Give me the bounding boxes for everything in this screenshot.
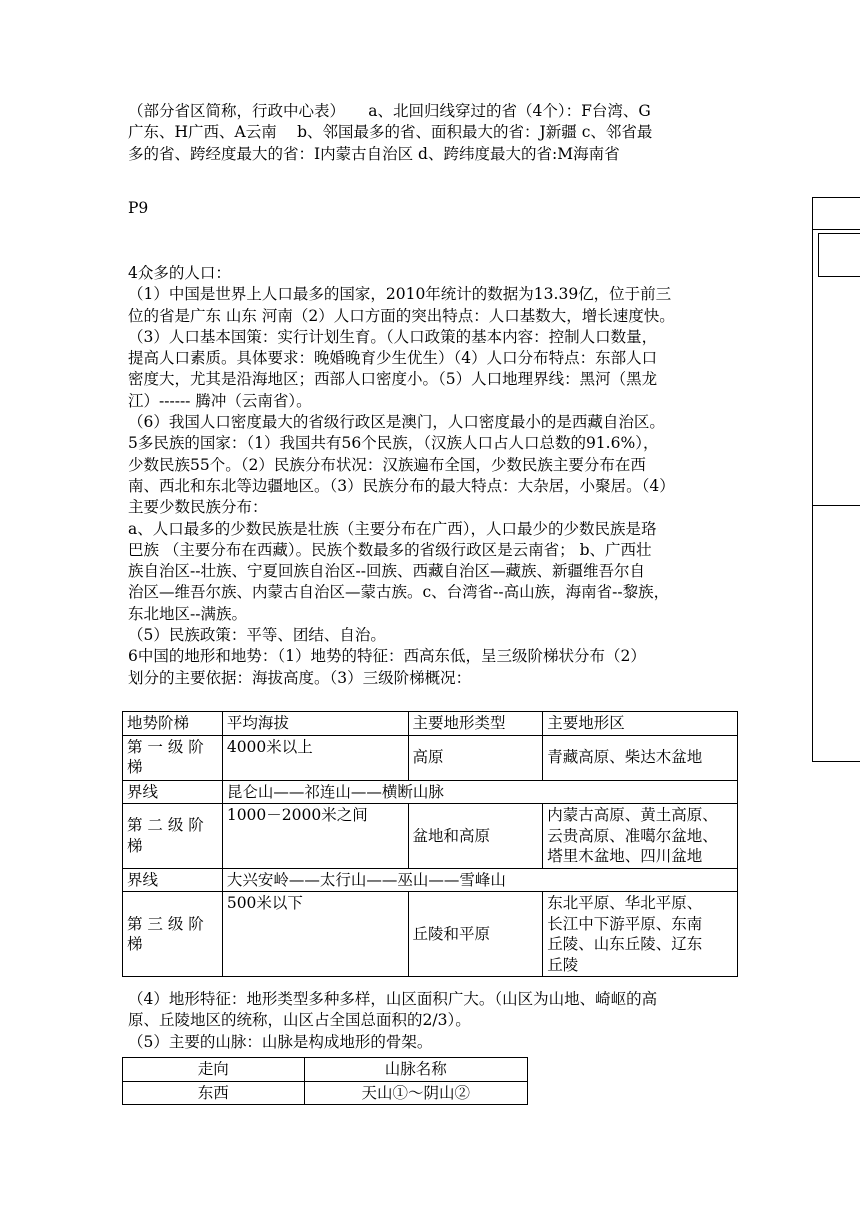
text-line: （1）中国是世界上人口最多的国家，2010年统计的数据为13.39亿，位于前三 (128, 285, 672, 304)
text-line: （5）主要的山脉：山脉是构成地形的骨架。 (128, 1032, 433, 1051)
step-name: 第 一 级 阶 梯 (123, 735, 223, 780)
text-line: a、人口最多的少数民族是壮族（主要分布在广西），人口最少的少数民族是珞 (128, 519, 657, 538)
table-header-row (123, 1058, 528, 1082)
step-regions (543, 804, 738, 869)
margin-rule (812, 229, 860, 230)
table-header: 主要地形类型 (408, 712, 543, 736)
table-header-row (123, 712, 738, 736)
step-altitude: 4000米以上 (222, 735, 408, 780)
margin-rule (812, 505, 860, 506)
intro-line: 广东、H广西、A云南 b、邻国最多的省、面积最大的省：J新疆 c、邻省最 (128, 123, 653, 142)
text-line: 少数民族55个。（2）民族分布状况：汉族遍布全国，少数民族主要分布在西 (128, 455, 646, 474)
text-line: （6）我国人口密度最大的省级行政区是澳门，人口密度最小的是西藏自治区。 (128, 413, 665, 432)
terrain-steps-table (122, 711, 738, 977)
region-line: 内蒙古高原、黄土高原、 (547, 806, 718, 824)
text-line: （3）人口基本国策：实行计划生育。（人口政策的基本内容：控制人口数量， (128, 327, 658, 346)
intro-line: （部分省区简称，行政中心表） a、北回归线穿过的省（4个）：F台湾、G (128, 102, 651, 120)
boundary-row (123, 868, 738, 892)
mountain-direction: 东西 (123, 1081, 305, 1105)
region-line: 东北平原、华北平原、 (547, 894, 703, 912)
text-line: （5）民族政策：平等、团结、自治。 (128, 626, 386, 645)
region-line: 长江中下游平原、东南 (547, 914, 703, 933)
text-line: 族自治区--壮族、宁夏回族自治区--回族、西藏自治区—藏族、新疆维吾尔自 (128, 562, 645, 581)
text-line: 划分的主要依据：海拔高度。（3）三级阶梯概况： (128, 668, 472, 687)
step-regions (543, 892, 738, 977)
page-label: P9 (128, 199, 149, 217)
text-line: 巴族 （主要分布在西藏）。民族个数最多的省级行政区是云南省； b、广西壮 (128, 540, 652, 559)
mountain-names: 天山①～阴山② (304, 1081, 527, 1105)
intro-line: 多的省、跨经度最大的省：I内蒙古自治区 d、跨纬度最大的省:M海南省 (128, 144, 620, 163)
boundary-text: 大兴安岭——太行山——巫山——雪峰山 (222, 868, 737, 892)
step-regions: 青藏高原、柴达木盆地 (543, 735, 738, 780)
table-header: 山脉名称 (304, 1058, 527, 1082)
mountain-table (122, 1057, 528, 1105)
step-terrain-type: 盆地和高原 (408, 804, 543, 869)
text-line: （4）地形特征：地形类型多种多样，山区面积广大。（山区为山地、崎岖的高 (128, 990, 658, 1008)
text-line: 提高人口素质。具体要求：晚婚晚育少生优生）（4）人口分布特点：东部人口 (128, 349, 658, 368)
text-line: 原、丘陵地区的统称，山区占全国总面积的2/3）。 (128, 1011, 471, 1030)
table-row (123, 1081, 528, 1105)
boundary-label: 界线 (123, 868, 223, 892)
step-name: 第 三 级 阶 梯 (123, 892, 223, 977)
table-header: 走向 (123, 1058, 305, 1082)
region-line: 云贵高原、准噶尔盆地、 (547, 826, 718, 845)
region-line: 塔里木盆地、四川盆地 (547, 847, 703, 865)
step-terrain-type: 高原 (408, 735, 543, 780)
step-altitude: 1000－2000米之间 (222, 804, 408, 869)
after-table-text (128, 989, 740, 1053)
text-line: 江）------ 腾冲（云南省）。 (128, 391, 312, 410)
boundary-row (123, 780, 738, 804)
text-line: 南、西北和东北等边疆地区。（3）民族分布的最大特点：大杂居，小聚居。（4） (128, 476, 675, 495)
text-line: 位的省是广东 山东 河南（2）人口方面的突出特点：人口基数大，增长速度快。 (128, 306, 675, 325)
body-text (128, 263, 740, 689)
table-header: 主要地形区 (543, 712, 738, 736)
intro-paragraph (128, 101, 740, 165)
step-terrain-type: 丘陵和平原 (408, 892, 543, 977)
text-line: 6中国的地形和地势：（1）地势的特征：西高东低，呈三级阶梯状分布（2） (128, 647, 646, 666)
margin-box (818, 233, 860, 277)
table-row (123, 892, 738, 977)
table-header: 平均海拔 (222, 712, 408, 736)
text-line: 治区—维吾尔族、内蒙古自治区—蒙古族。c、台湾省--高山族，海南省--黎族， (128, 583, 670, 602)
step-name: 第 二 级 阶 梯 (123, 804, 223, 869)
region-line: 丘陵 (547, 955, 579, 974)
text-line: 主要少数民族分布： (128, 498, 268, 517)
margin-frame (812, 197, 860, 762)
boundary-text: 昆仑山——祁连山——横断山脉 (222, 780, 737, 804)
text-line: 密度大，尤其是沿海地区；西部人口密度小。（5）人口地理界线：黑河（黑龙 (128, 370, 658, 389)
text-line: 东北地区--满族。 (128, 604, 247, 623)
text-line: 4众多的人口： (128, 264, 231, 282)
table-row (123, 804, 738, 869)
table-row (123, 735, 738, 780)
boundary-label: 界线 (123, 780, 223, 804)
region-line: 丘陵、山东丘陵、辽东 (547, 935, 703, 953)
text-line: 5多民族的国家：（1）我国共有56个民族，（汉族人口占人口总数的91.6%）， (128, 434, 659, 453)
step-altitude: 500米以下 (222, 892, 408, 977)
table-header: 地势阶梯 (123, 712, 223, 736)
